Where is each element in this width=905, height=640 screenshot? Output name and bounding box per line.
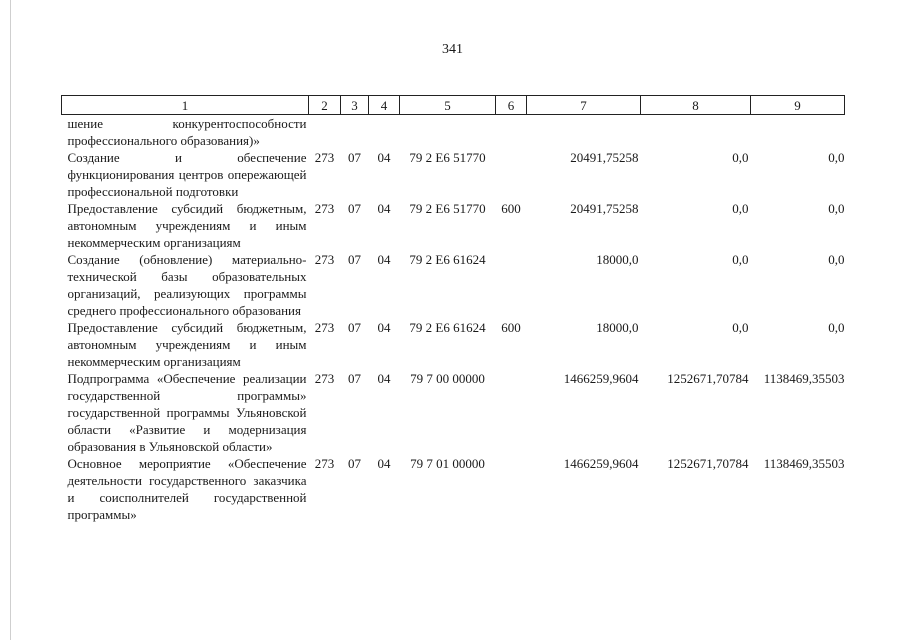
row-subsection <box>369 115 400 150</box>
table-row <box>62 115 845 150</box>
header-col-5: 5 <box>400 96 496 115</box>
left-edge-rule <box>10 0 11 640</box>
row-target: 79 2 E6 61624 <box>409 320 486 335</box>
row-target: 79 2 E6 51770 <box>409 201 486 216</box>
row-value-7 <box>527 115 641 150</box>
row-name: Предоставление субсидий бюджетным, автономным учреждениям и иным некоммерческим организациям <box>67 201 307 250</box>
table-row <box>62 319 845 370</box>
row-subsection: 04 <box>377 252 391 267</box>
row-subsection: 04 <box>377 150 391 165</box>
row-kind <box>496 115 527 150</box>
row-kind <box>496 455 527 523</box>
row-subsection: 04 <box>377 456 391 471</box>
row-value-8: 1252671,70784 <box>667 371 749 386</box>
row-value-9: 0,0 <box>828 150 845 165</box>
row-kind <box>496 149 527 200</box>
row-target: 79 7 00 00000 <box>410 371 485 386</box>
page-number: 341 <box>442 42 463 57</box>
header-row <box>62 96 845 115</box>
row-value-8: 0,0 <box>732 320 749 335</box>
row-name: Предоставление субсидий бюджетным, автономным учреждениям и иным некоммерческим организациям <box>67 320 307 369</box>
header-col-6: 6 <box>496 96 527 115</box>
row-kind <box>496 370 527 455</box>
row-target: 79 2 E6 61624 <box>409 252 486 267</box>
row-target: 79 2 E6 51770 <box>409 150 486 165</box>
header-col-7: 7 <box>527 96 641 115</box>
row-name: Создание (обновление) материально-технической базы образовательных организаций, реализующих программы среднего профессионального образования <box>67 252 307 318</box>
table-body <box>62 115 845 524</box>
row-value-8 <box>641 115 751 150</box>
row-value-8: 0,0 <box>732 150 749 165</box>
row-value-7: 1466259,9604 <box>563 456 639 471</box>
row-ministry: 273 <box>314 371 335 386</box>
table-row <box>62 200 845 251</box>
row-value-7: 1466259,9604 <box>563 371 639 386</box>
budget-table <box>61 95 845 523</box>
row-ministry <box>309 115 341 150</box>
row-kind: 600 <box>501 320 521 335</box>
row-value-9: 0,0 <box>828 201 845 216</box>
row-value-8: 0,0 <box>732 252 749 267</box>
row-target: 79 7 01 00000 <box>410 456 485 471</box>
row-value-9: 1138469,35503 <box>763 456 845 471</box>
row-ministry: 273 <box>314 150 335 165</box>
row-value-9: 0,0 <box>828 320 845 335</box>
row-section: 07 <box>348 150 361 165</box>
row-kind <box>496 251 527 319</box>
row-value-8: 0,0 <box>732 201 749 216</box>
row-value-7: 18000,0 <box>596 252 639 267</box>
row-section: 07 <box>348 201 361 216</box>
header-col-2: 2 <box>309 96 341 115</box>
row-value-9: 0,0 <box>828 252 845 267</box>
row-section <box>341 115 369 150</box>
row-section: 07 <box>348 371 361 386</box>
table-row <box>62 370 845 455</box>
row-name: Создание и обеспечение функционирования центров опережающей профессиональной подготовки <box>67 150 307 199</box>
row-name: Подпрограмма «Обеспечение реализации государственной программы» государственной программы Ульяновской области «Развитие и модернизация образования в Ульяновской области» <box>67 371 307 454</box>
row-name: шение конкурентоспособности профессионального образования)» <box>67 116 307 148</box>
row-value-7: 20491,75258 <box>570 201 639 216</box>
row-section: 07 <box>348 252 361 267</box>
row-name: Основное мероприятие «Обеспечение деятельности государственного заказчика и соисполнителей государственной программы» <box>67 456 307 522</box>
row-kind: 600 <box>501 201 521 216</box>
table-row <box>62 149 845 200</box>
header-col-4: 4 <box>369 96 400 115</box>
table-row <box>62 455 845 523</box>
row-value-9 <box>751 115 845 150</box>
row-ministry: 273 <box>314 320 335 335</box>
row-subsection: 04 <box>377 201 391 216</box>
row-value-7: 18000,0 <box>596 320 639 335</box>
row-subsection: 04 <box>377 371 391 386</box>
row-value-7: 20491,75258 <box>570 150 639 165</box>
row-ministry: 273 <box>314 201 335 216</box>
table-header <box>62 96 845 115</box>
header-col-1: 1 <box>62 96 309 115</box>
row-section: 07 <box>348 456 361 471</box>
row-subsection: 04 <box>377 320 391 335</box>
header-col-3: 3 <box>341 96 369 115</box>
row-value-8: 1252671,70784 <box>667 456 749 471</box>
row-section: 07 <box>348 320 361 335</box>
row-value-9: 1138469,35503 <box>763 371 845 386</box>
row-ministry: 273 <box>314 252 335 267</box>
header-col-8: 8 <box>641 96 751 115</box>
row-target <box>400 115 496 150</box>
header-col-9: 9 <box>751 96 845 115</box>
row-ministry: 273 <box>314 456 335 471</box>
table-row <box>62 251 845 319</box>
